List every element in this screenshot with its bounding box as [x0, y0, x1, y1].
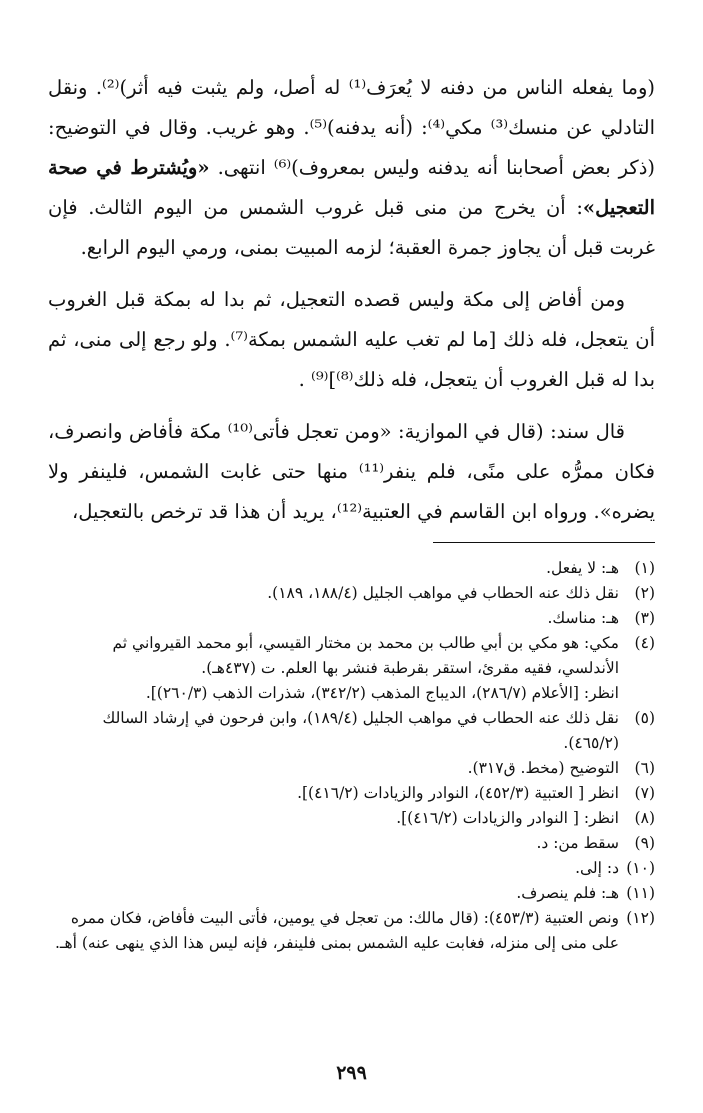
footnote: [48, 781, 655, 806]
footnote-number: (١٢): [626, 909, 655, 927]
footnote-number: (٦): [634, 759, 655, 777]
footnote-number: (٨): [634, 809, 655, 827]
footnote-number: (٥): [634, 709, 655, 727]
bold-quote: «ويُشترط في صحة التعجيل»: [48, 156, 655, 219]
footnote: [48, 606, 655, 631]
footnotes: [48, 556, 655, 956]
page-number: ٢٩٩: [336, 1062, 367, 1084]
footnote: [48, 906, 655, 956]
footnote-number: (٩): [634, 834, 655, 852]
main-text: [48, 68, 655, 544]
footnote-number: (٧): [634, 784, 655, 802]
footnote-continuation: انظر: [الأعلام (٢٨٦/٧)، الديباج المذهب (٣٤٢/٢)، شذرات الذهب (٢٦٠/٣)].: [145, 684, 619, 702]
footnote-number: (١): [634, 559, 655, 577]
footnote-text: هـ: لا يفعل.: [546, 559, 619, 577]
footnote-number: (١٠): [626, 859, 655, 877]
footnote-number: (٣): [634, 609, 655, 627]
paragraph-1-text: (وما يفعله الناس من دفنه لا يُعرَف⁽¹⁾ له أصل، ولم يثبت فيه أثر)⁽²⁾. ونقل التادلي عن منسك⁽³⁾ مكي⁽⁴⁾: (أنه يدفنه)⁽⁵⁾. وهو غريب. وقال في التوضيح: (ذكر بعض أصحابنا أنه يدفنه وليس بمعروف)⁽⁶⁾ انتهى.: [48, 76, 656, 179]
paragraph-1-rest: : أن يخرج من منى قبل غروب الشمس من اليوم الثالث. فإن غربت قبل أن يجاوز جمرة العقبة؛ لزمه المبيت بمنى، ورمي اليوم الرابع.: [48, 196, 655, 259]
footnote-number: (٤): [634, 634, 655, 652]
footnote-text: انظر [ العتبية (٤٥٢/٣)، النوادر والزيادات (٤١٦/٢)].: [297, 784, 619, 802]
footnote-text: هـ: مناسك.: [547, 609, 619, 627]
paragraph-2: ومن أفاض إلى مكة وليس قصده التعجيل، ثم بدا له بمكة قبل الغروب أن يتعجل، فله ذلك [ما لم تغب عليه الشمس بمكة⁽⁷⁾. ولو رجع إلى منى، ثم بدا له قبل الغروب أن يتعجل، فله ذلك⁽⁸⁾]⁽⁹⁾ .: [48, 288, 655, 391]
footnote-text: التوضيح (مخط. ق٣١٧).: [467, 759, 619, 777]
footnote: [48, 756, 655, 781]
footnote-text: ونص العتبية (٤٥٣/٣): (قال مالك: من تعجل في يومين، فأتى البيت فأفاض، فكان ممره على منى إلى منزله، فغابت عليه الشمس بمنى فلينفر، فإنه ليس هذا الذي ينهى عنه) أهـ.: [55, 909, 619, 952]
footnote: [48, 706, 655, 756]
footnote: [48, 806, 655, 831]
footnote-text: هـ: فلم ينصرف.: [516, 884, 619, 902]
footnote-number: (٢): [634, 584, 655, 602]
footnote-text: د: إلى.: [575, 859, 619, 877]
footnote-text: انظر: [ النوادر والزيادات (٤١٦/٢)].: [396, 809, 619, 827]
paragraph-1: [48, 68, 655, 268]
footnote-number: (١١): [626, 884, 655, 902]
footnote-text: نقل ذلك عنه الحطاب في مواهب الجليل (١٨٨/٤، ١٨٩).: [267, 584, 619, 602]
footnote: [48, 856, 655, 881]
footnote-text: سقط من: د.: [536, 834, 619, 852]
footnote: [48, 581, 655, 606]
footnote-text: مكي: هو مكي بن أبي طالب بن محمد بن مختار القيسي، أبو محمد القيرواني ثم الأندلسي، فقيه مقرئ، استقر بقرطبة فنشر بها العلم. ت (٤٣٧هـ).: [112, 634, 619, 677]
footnote: [48, 831, 655, 856]
footnote: [48, 631, 655, 706]
footnote-separator: [433, 542, 655, 543]
footnote-text: نقل ذلك عنه الحطاب في مواهب الجليل (١٨٩/٤)، وابن فرحون في إرشاد السالك (٤٦٥/٢).: [102, 709, 619, 752]
paragraph-3: قال سند: (قال في الموازية: «ومن تعجل فأتى⁽¹⁰⁾ مكة فأفاض وانصرف، فكان ممرُّه على منًى، فلم ينفر⁽¹¹⁾ منها حتى غابت الشمس، فلينفر ولا يضره». ورواه ابن القاسم في العتبية⁽¹²⁾، يريد أن هذا قد ترخص بالتعجيل،: [48, 420, 655, 523]
footnote: [48, 556, 655, 581]
footnote: [48, 881, 655, 906]
